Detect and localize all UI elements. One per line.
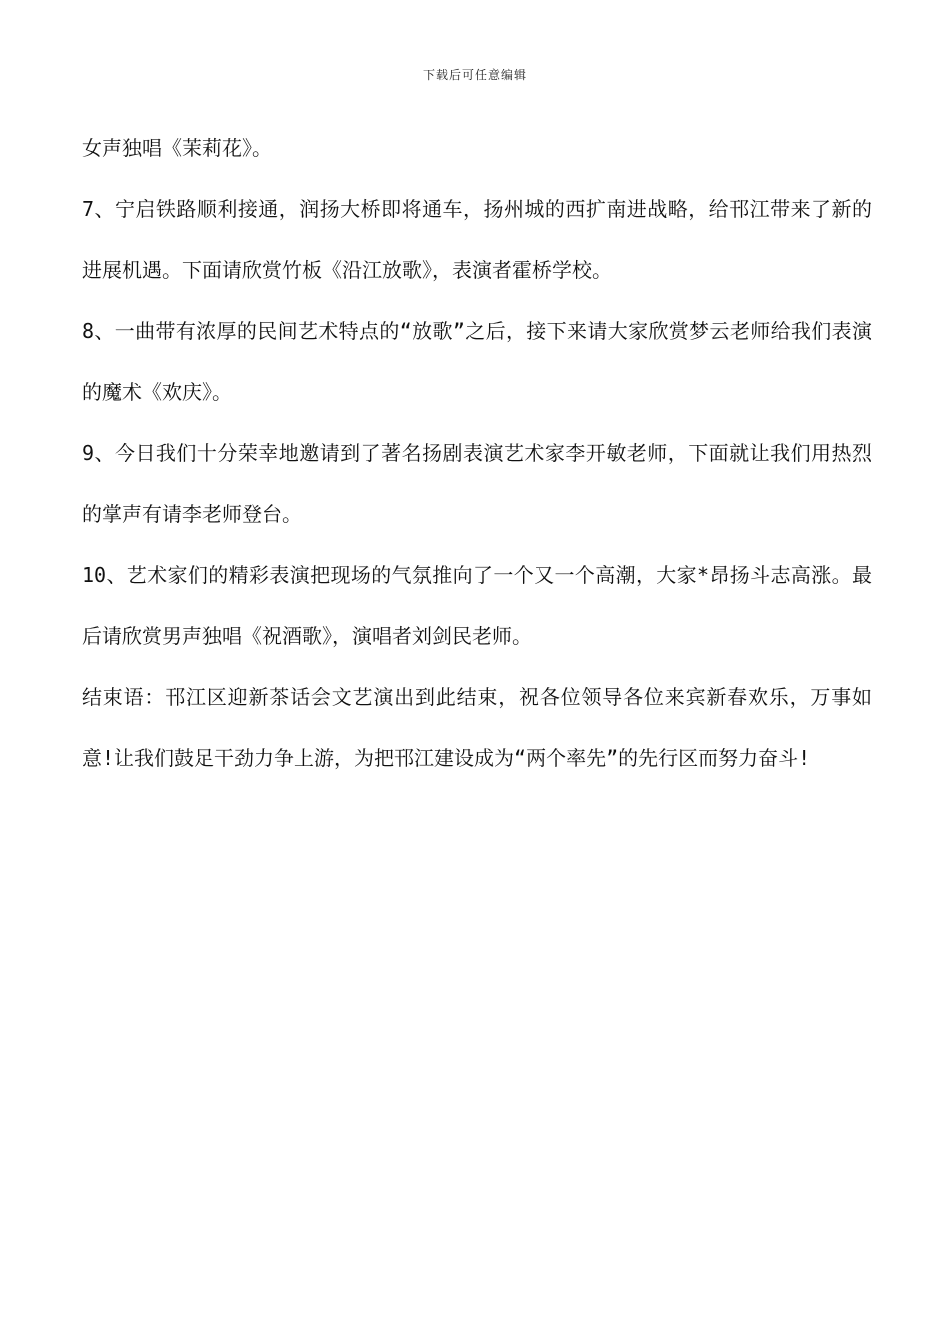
document-body	[82, 118, 872, 789]
header-note: 下载后可任意编辑	[422, 68, 527, 82]
paragraph-item-7: 7、宁启铁路顺利接通，润扬大桥即将通车，扬州城的西扩南进战略，给邗江带来了新的进展机遇。下面请欣赏竹板《沿江放歌》，表演者霍桥学校。	[82, 197, 872, 282]
paragraph-item-10: 10、艺术家们的精彩表演把现场的气氛推向了一个又一个高潮，大家*昂扬斗志高涨。最后请欣赏男声独唱《祝酒歌》，演唱者刘剑民老师。	[82, 563, 872, 648]
paragraph-item-9: 9、今日我们十分荣幸地邀请到了著名扬剧表演艺术家李开敏老师，下面就让我们用热烈的掌声有请李老师登台。	[82, 441, 872, 526]
paragraph-closing: 结束语：邗江区迎新茶话会文艺演出到此结束，祝各位领导各位来宾新春欢乐，万事如意!让我们鼓足干劲力争上游，为把邗江建设成为“两个率先”的先行区而努力奋斗!	[82, 685, 872, 770]
paragraph-item-8: 8、一曲带有浓厚的民间艺术特点的“放歌”之后，接下来请大家欣赏梦云老师给我们表演的魔术《欢庆》。	[82, 319, 872, 404]
paragraph-song-intro: 女声独唱《茉莉花》。	[82, 136, 272, 160]
